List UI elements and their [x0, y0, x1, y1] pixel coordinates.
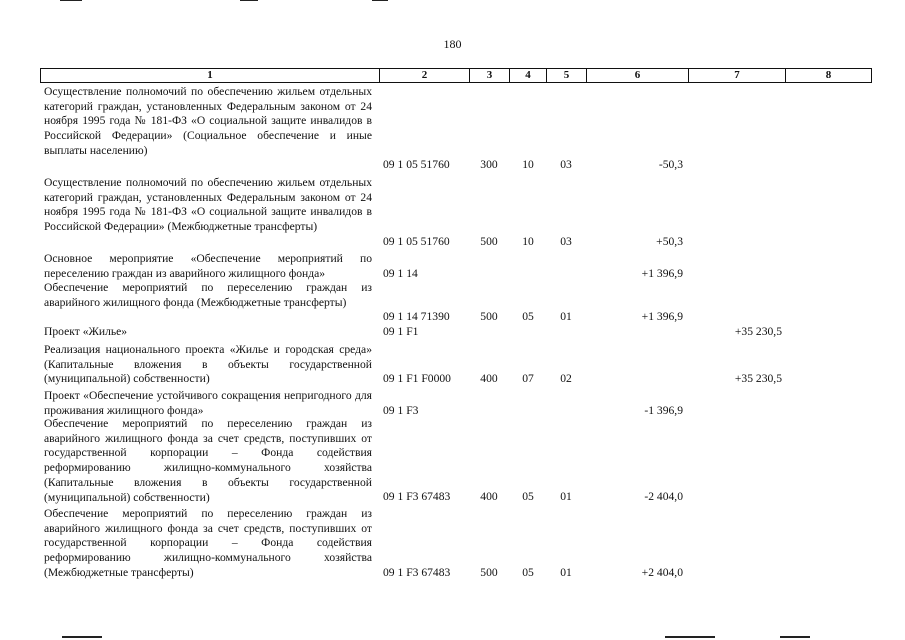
row-col-4: 10 [522, 235, 534, 248]
row-col-7: +35 230,5 [734, 372, 782, 385]
row-col-5: 03 [560, 158, 572, 171]
header-col-8: 8 [825, 69, 832, 81]
scan-mark [665, 636, 715, 638]
row-col-4: 10 [522, 158, 534, 171]
row-code: 09 1 14 71390 [383, 310, 450, 323]
row-description: Проект «Обеспечение устойчивого сокращения непригодного для проживания жилищного фонда» [44, 389, 372, 417]
header-col-2: 2 [380, 69, 470, 82]
row-description: Проект «Жилье» [44, 325, 128, 338]
header-col-7: 7 [689, 69, 786, 82]
row-col-3: 500 [480, 566, 498, 579]
header-col-5: 5 [547, 69, 587, 82]
page-number: 180 [443, 37, 462, 51]
row-description: Осуществление полномочий по обеспечению жильем отдельных категорий граждан, установленных Федеральным законом от 24 ноября 1995 года № 181-ФЗ «О социальной защите инвалидов в Российской Федерации» (Межбюджетные трансферты) [44, 176, 372, 234]
scan-mark [780, 636, 810, 638]
row-col-5: 03 [560, 235, 572, 248]
row-description: Обеспечение мероприятий по переселению граждан из аварийного жилищного фонда за счет средств, поступивших от государственной корпорации – Фонда содействия реформированию жилищно-коммунального хозяйства (Межбюджетные трансферты) [44, 507, 372, 579]
row-col-3: 400 [480, 372, 498, 385]
row-code: 09 1 F3 [383, 404, 419, 417]
header-col-6: 6 [587, 69, 689, 82]
row-col-3: 500 [480, 235, 498, 248]
table-header [40, 68, 872, 83]
scan-mark [60, 0, 82, 1]
row-description: Обеспечение мероприятий по переселению граждан из аварийного жилищного фонда за счет средств, поступивших от государственной корпорации – Фонда содействия реформированию жилищно-коммунального хозяйства (Капитальные вложения в объекты государственной (муниципальной) собственности) [44, 417, 372, 504]
row-col-6: +1 396,9 [641, 267, 683, 280]
row-code: 09 1 F3 67483 [383, 490, 451, 503]
row-col-7: +35 230,5 [734, 325, 782, 338]
row-description: Обеспечение мероприятий по переселению граждан из аварийного жилищного фонда (Межбюджетные трансферты) [44, 281, 372, 309]
row-col-4: 05 [522, 490, 534, 503]
row-col-5: 01 [560, 490, 572, 503]
row-col-6: -2 404,0 [644, 490, 683, 503]
header-col-4: 4 [510, 69, 547, 82]
row-col-6: +2 404,0 [641, 566, 683, 579]
row-col-6: -50,3 [658, 158, 683, 171]
row-code: 09 1 05 51760 [383, 235, 450, 248]
row-col-3: 400 [480, 490, 498, 503]
scan-mark [62, 636, 102, 638]
row-code: 09 1 F1 F0000 [383, 372, 451, 385]
row-code: 09 1 F3 67483 [383, 566, 451, 579]
row-col-4: 05 [522, 310, 534, 323]
row-col-4: 05 [522, 566, 534, 579]
row-col-6: -1 396,9 [644, 404, 683, 417]
row-code: 09 1 F1 [383, 325, 419, 338]
row-col-4: 07 [522, 372, 534, 385]
row-col-5: 02 [560, 372, 572, 385]
row-description: Основное мероприятие «Обеспечение мероприятий по переселению граждан из аварийного жилищного фонда» [44, 252, 372, 280]
header-col-1: 1 [41, 69, 380, 82]
row-description: Осуществление полномочий по обеспечению жильем отдельных категорий граждан, установленных Федеральным законом от 24 ноября 1995 года № 181-ФЗ «О социальной защите инвалидов в Российской Федерации» (Социальное обеспечение и иные выплаты населению) [44, 85, 372, 157]
row-col-3: 300 [480, 158, 498, 171]
row-col-6: +50,3 [656, 235, 683, 248]
scan-mark [372, 0, 388, 1]
scan-mark [240, 0, 258, 1]
row-description: Реализация национального проекта «Жилье и городская среда» (Капитальные вложения в объекты государственной (муниципальной) собственности) [44, 343, 372, 386]
header-col-3: 3 [470, 69, 510, 82]
row-col-3: 500 [480, 310, 498, 323]
row-col-6: +1 396,9 [641, 310, 683, 323]
row-code: 09 1 14 [383, 267, 418, 280]
row-col-5: 01 [560, 310, 572, 323]
row-code: 09 1 05 51760 [383, 158, 450, 171]
row-col-5: 01 [560, 566, 572, 579]
